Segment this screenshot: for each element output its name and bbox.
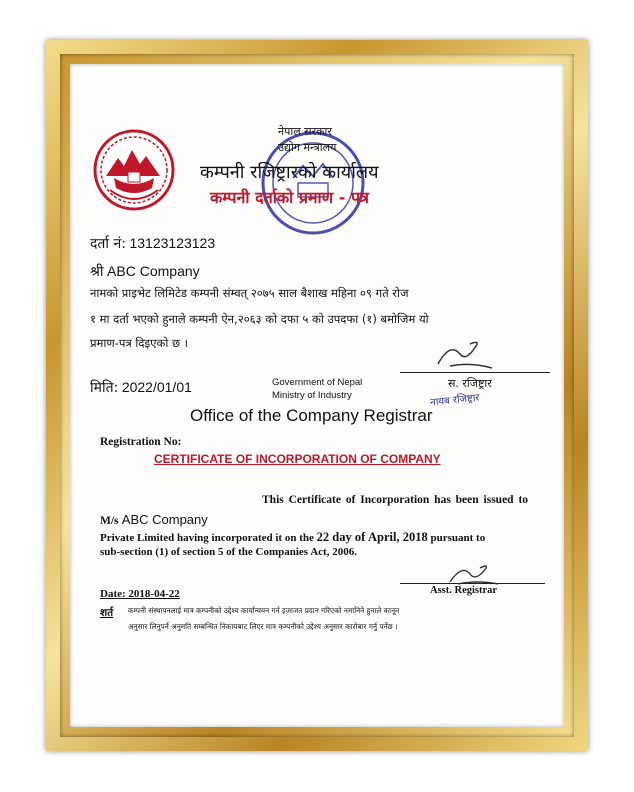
signature-np-title: स. रजिष्ट्रार bbox=[448, 377, 492, 390]
gov-en: Government of Nepal bbox=[272, 377, 363, 388]
body-en-month-year: April, 2018 bbox=[368, 530, 428, 544]
nepal-emblem-icon bbox=[92, 128, 176, 212]
registration-en-label: Registration No: bbox=[100, 436, 182, 448]
ministry-np: उद्योग मन्त्रालय bbox=[278, 141, 337, 154]
body-en-line-1-a: Private Limited having incorporated it on the bbox=[100, 532, 314, 544]
company-np-name: ABC Company bbox=[107, 263, 200, 279]
signature-np-stamp: नायब रजिष्ट्रार bbox=[429, 392, 481, 409]
body-np-line-2: १ मा दर्ता भएको हुनाले कम्पनी ऐन,२०६३ को दफा ५ को उपदफा (१) बमोजिम यो bbox=[90, 312, 429, 326]
body-en-line-1-d: pursuant to bbox=[430, 532, 486, 544]
date-en-value: 2018-04-22 bbox=[128, 588, 180, 600]
date-np-label: मिति: bbox=[90, 380, 119, 396]
signature-np-icon bbox=[430, 334, 500, 374]
company-np-prefix: श्री bbox=[90, 264, 104, 280]
company-en bbox=[100, 512, 208, 528]
body-en-line-1 bbox=[100, 530, 485, 545]
ministry-en: Ministry of Industry bbox=[272, 390, 352, 401]
office-title-en: Office of the Company Registrar bbox=[190, 406, 433, 425]
signature-en-title: Asst. Registrar bbox=[430, 585, 498, 596]
body-np-line-3: प्रमाण-पत्र दिइएको छ । bbox=[90, 336, 189, 350]
office-title-np: कम्पनी रजिष्ट्रारको कार्यालय bbox=[200, 162, 379, 183]
body-en-day: 22 day of bbox=[316, 530, 366, 544]
company-np bbox=[90, 262, 200, 281]
certificate-paper bbox=[70, 64, 564, 727]
signature-np-line bbox=[400, 372, 550, 373]
registration-np bbox=[90, 234, 215, 253]
signature-en-line bbox=[400, 583, 545, 584]
registration-np-value: 13123123123 bbox=[129, 235, 216, 251]
registration-np-label: दर्ता नं: bbox=[90, 236, 126, 252]
certificate-title-np: कम्पनी दर्ताको प्रमाण - पत्र bbox=[210, 188, 369, 207]
company-en-prefix: M/s bbox=[100, 515, 119, 527]
issued-line: This Certificate of Incorporation has been issued to bbox=[262, 494, 529, 506]
date-en-label: Date: bbox=[100, 588, 126, 600]
conditions-line-1: कम्पनी संस्थापनलाई मात्र कम्पनीको उद्देश्य कार्यान्वयन गर्न इजाजत प्रदान गरिएको नमानिने हुनाले कानून bbox=[128, 606, 400, 615]
date-en bbox=[100, 588, 180, 600]
date-np bbox=[90, 378, 192, 397]
conditions-label: शर्त bbox=[100, 607, 114, 619]
conditions-line-2: अनुसार लिनुपर्ने अनुमति सम्बन्धित निकायबाट लिएर मात्र कम्पनीको उद्देश्य अनुसार कारोबार गर्नु पर्नेछ । bbox=[128, 622, 398, 631]
body-en-line-2: sub-section (1) of section 5 of the Companies Act, 2006. bbox=[100, 546, 357, 558]
gov-np: नेपाल सरकार bbox=[278, 125, 332, 138]
body-np-line-1: नामको प्राइभेट लिमिटेड कम्पनी संम्वत् २०७५ साल बैशाख महिना ०९ गते रोज bbox=[90, 286, 409, 300]
date-np-value: 2022/01/01 bbox=[121, 379, 192, 395]
certificate-title-en: CERTIFICATE OF INCORPORATION OF COMPANY bbox=[154, 452, 441, 466]
company-en-name: ABC Company bbox=[121, 512, 208, 527]
